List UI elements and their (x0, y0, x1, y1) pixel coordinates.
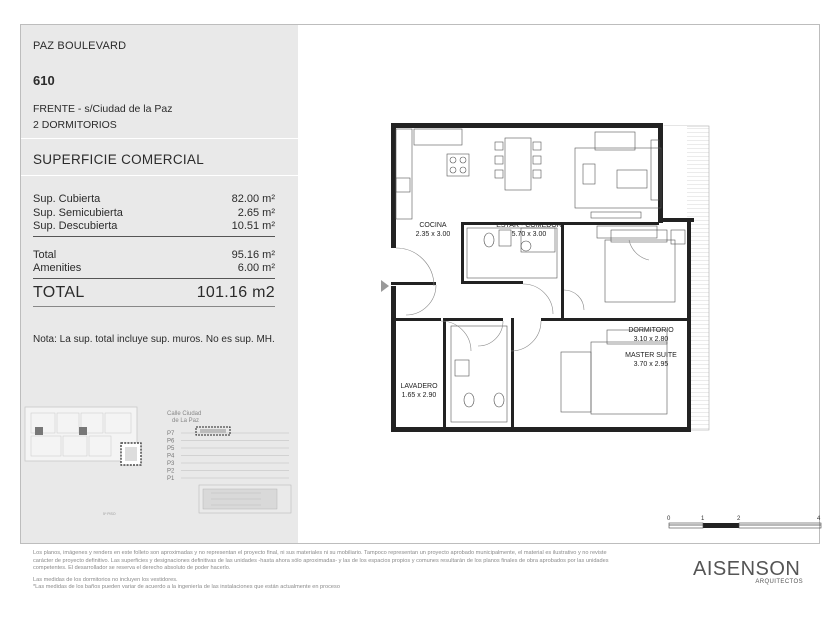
disclaimer-line: competentes. El desarrollador se reserva el derecho absoluto de poder hacerlo. (33, 565, 231, 572)
room-dims: 1.65 x 2.90 (401, 392, 437, 399)
entry-arrow-icon (381, 280, 389, 292)
divider (33, 306, 275, 307)
divider (21, 175, 298, 176)
floor-label: P6 (167, 438, 175, 445)
floor-label: P7 (167, 431, 175, 437)
floor-plan (381, 120, 801, 480)
key-plan (21, 381, 298, 531)
scale-label: 4 (817, 516, 821, 522)
room-name: LAVADERO (400, 383, 438, 390)
area-value: 2.65 m² (237, 207, 275, 219)
floor-label: P1 (167, 476, 175, 482)
area-value: 82.00 m² (231, 193, 275, 205)
divider (33, 236, 275, 237)
street-label: Calle Ciudad (167, 411, 202, 417)
scale-label: 0 (667, 516, 671, 522)
disclaimer-line: carácter de proyecto definitivo. Las superficies y designaciones definitivas de las unidades -hasta ahora sólo aproximadas- y las de los espacios propios y comunes resultarán de los planos finales de obra aprobados por las unidades (33, 557, 609, 564)
floor-label: P3 (167, 461, 175, 467)
grand-total-row (33, 284, 275, 302)
area-note: Nota: La sup. total incluye sup. muros. No es sup. MH. (33, 334, 275, 345)
section-title: SUPERFICIE COMERCIAL (33, 152, 205, 167)
grand-total-value: 101.16 m2 (196, 284, 275, 301)
area-row (33, 207, 275, 219)
project-name: PAZ BOULEVARD (33, 40, 127, 52)
area-label: Sup. Cubierta (33, 193, 101, 205)
scale-label: 1 (701, 516, 705, 522)
unit-orientation: FRENTE - s/Ciudad de la Paz (33, 103, 173, 115)
area-label: Sup. Descubierta (33, 220, 118, 232)
area-label: Sup. Semicubierta (33, 207, 123, 219)
key-plan-caption: 5º PISO (103, 512, 116, 516)
room-dims: 3.70 x 2.95 (633, 361, 669, 368)
divider (21, 138, 298, 139)
bedroom-count: 2 DORMITORIOS (33, 119, 117, 131)
floor-plan-sheet (20, 24, 820, 544)
floor-label: P2 (167, 468, 175, 475)
core-mark (79, 427, 87, 435)
room-name: MASTER SUITE (625, 352, 677, 359)
room-dims: 2.35 x 3.00 (415, 231, 451, 238)
area-value: 10.51 m² (231, 220, 275, 232)
floor-label: P4 (167, 453, 175, 460)
disclaimer (33, 550, 673, 592)
divider (33, 278, 275, 279)
graphic-scale (665, 509, 825, 539)
area-row (33, 220, 275, 232)
disclaimer-line: *Las medidas de los baños pueden variar de acuerdo a la ingeniería de las instalaciones que están actualmente en proceso (33, 584, 340, 591)
room-name: DORMITORIO (628, 327, 674, 334)
grand-total-label: TOTAL (33, 284, 85, 301)
unit-number: 610 (33, 73, 55, 88)
subtotal-value: 95.16 m² (231, 249, 275, 261)
subtotal-value: 6.00 m² (237, 262, 275, 274)
floor-label: P5 (167, 446, 175, 452)
core-mark (35, 427, 43, 435)
scale-label: 2 (737, 516, 741, 522)
room-name: ESTAR - COMEDOR (496, 222, 562, 229)
area-row (33, 193, 275, 205)
unit-fill (200, 429, 226, 433)
subtotal-row (33, 249, 275, 261)
disclaimer-line: Las medidas de los dormitorios no incluyen los vestidores. (33, 576, 178, 583)
disclaimer-line: Los planos, imágenes y renders en este folleto son aproximadas y no representan el proyecto final, ni sus materiales ni su mobiliario. Tampoco representan un proyecto aprobado municipalmente, el material es ilustrativo y no reviste (33, 550, 607, 556)
room-dims: 3.10 x 2.80 (633, 336, 669, 343)
unit-fill (125, 447, 137, 461)
room-dims: 5.70 x 3.00 (511, 231, 547, 238)
brand-name: AISENSON (693, 558, 801, 580)
floor-levels (167, 431, 289, 482)
info-panel (21, 25, 298, 543)
street-label: de La Paz (172, 418, 200, 424)
room-name: COCINA (419, 222, 447, 229)
brand-subtitle: ARQUITECTOS (755, 579, 803, 585)
subtotal-label: Total (33, 249, 57, 261)
subtotal-label: Amenities (33, 262, 82, 274)
brand-logo (693, 558, 803, 585)
subtotal-row (33, 262, 275, 274)
